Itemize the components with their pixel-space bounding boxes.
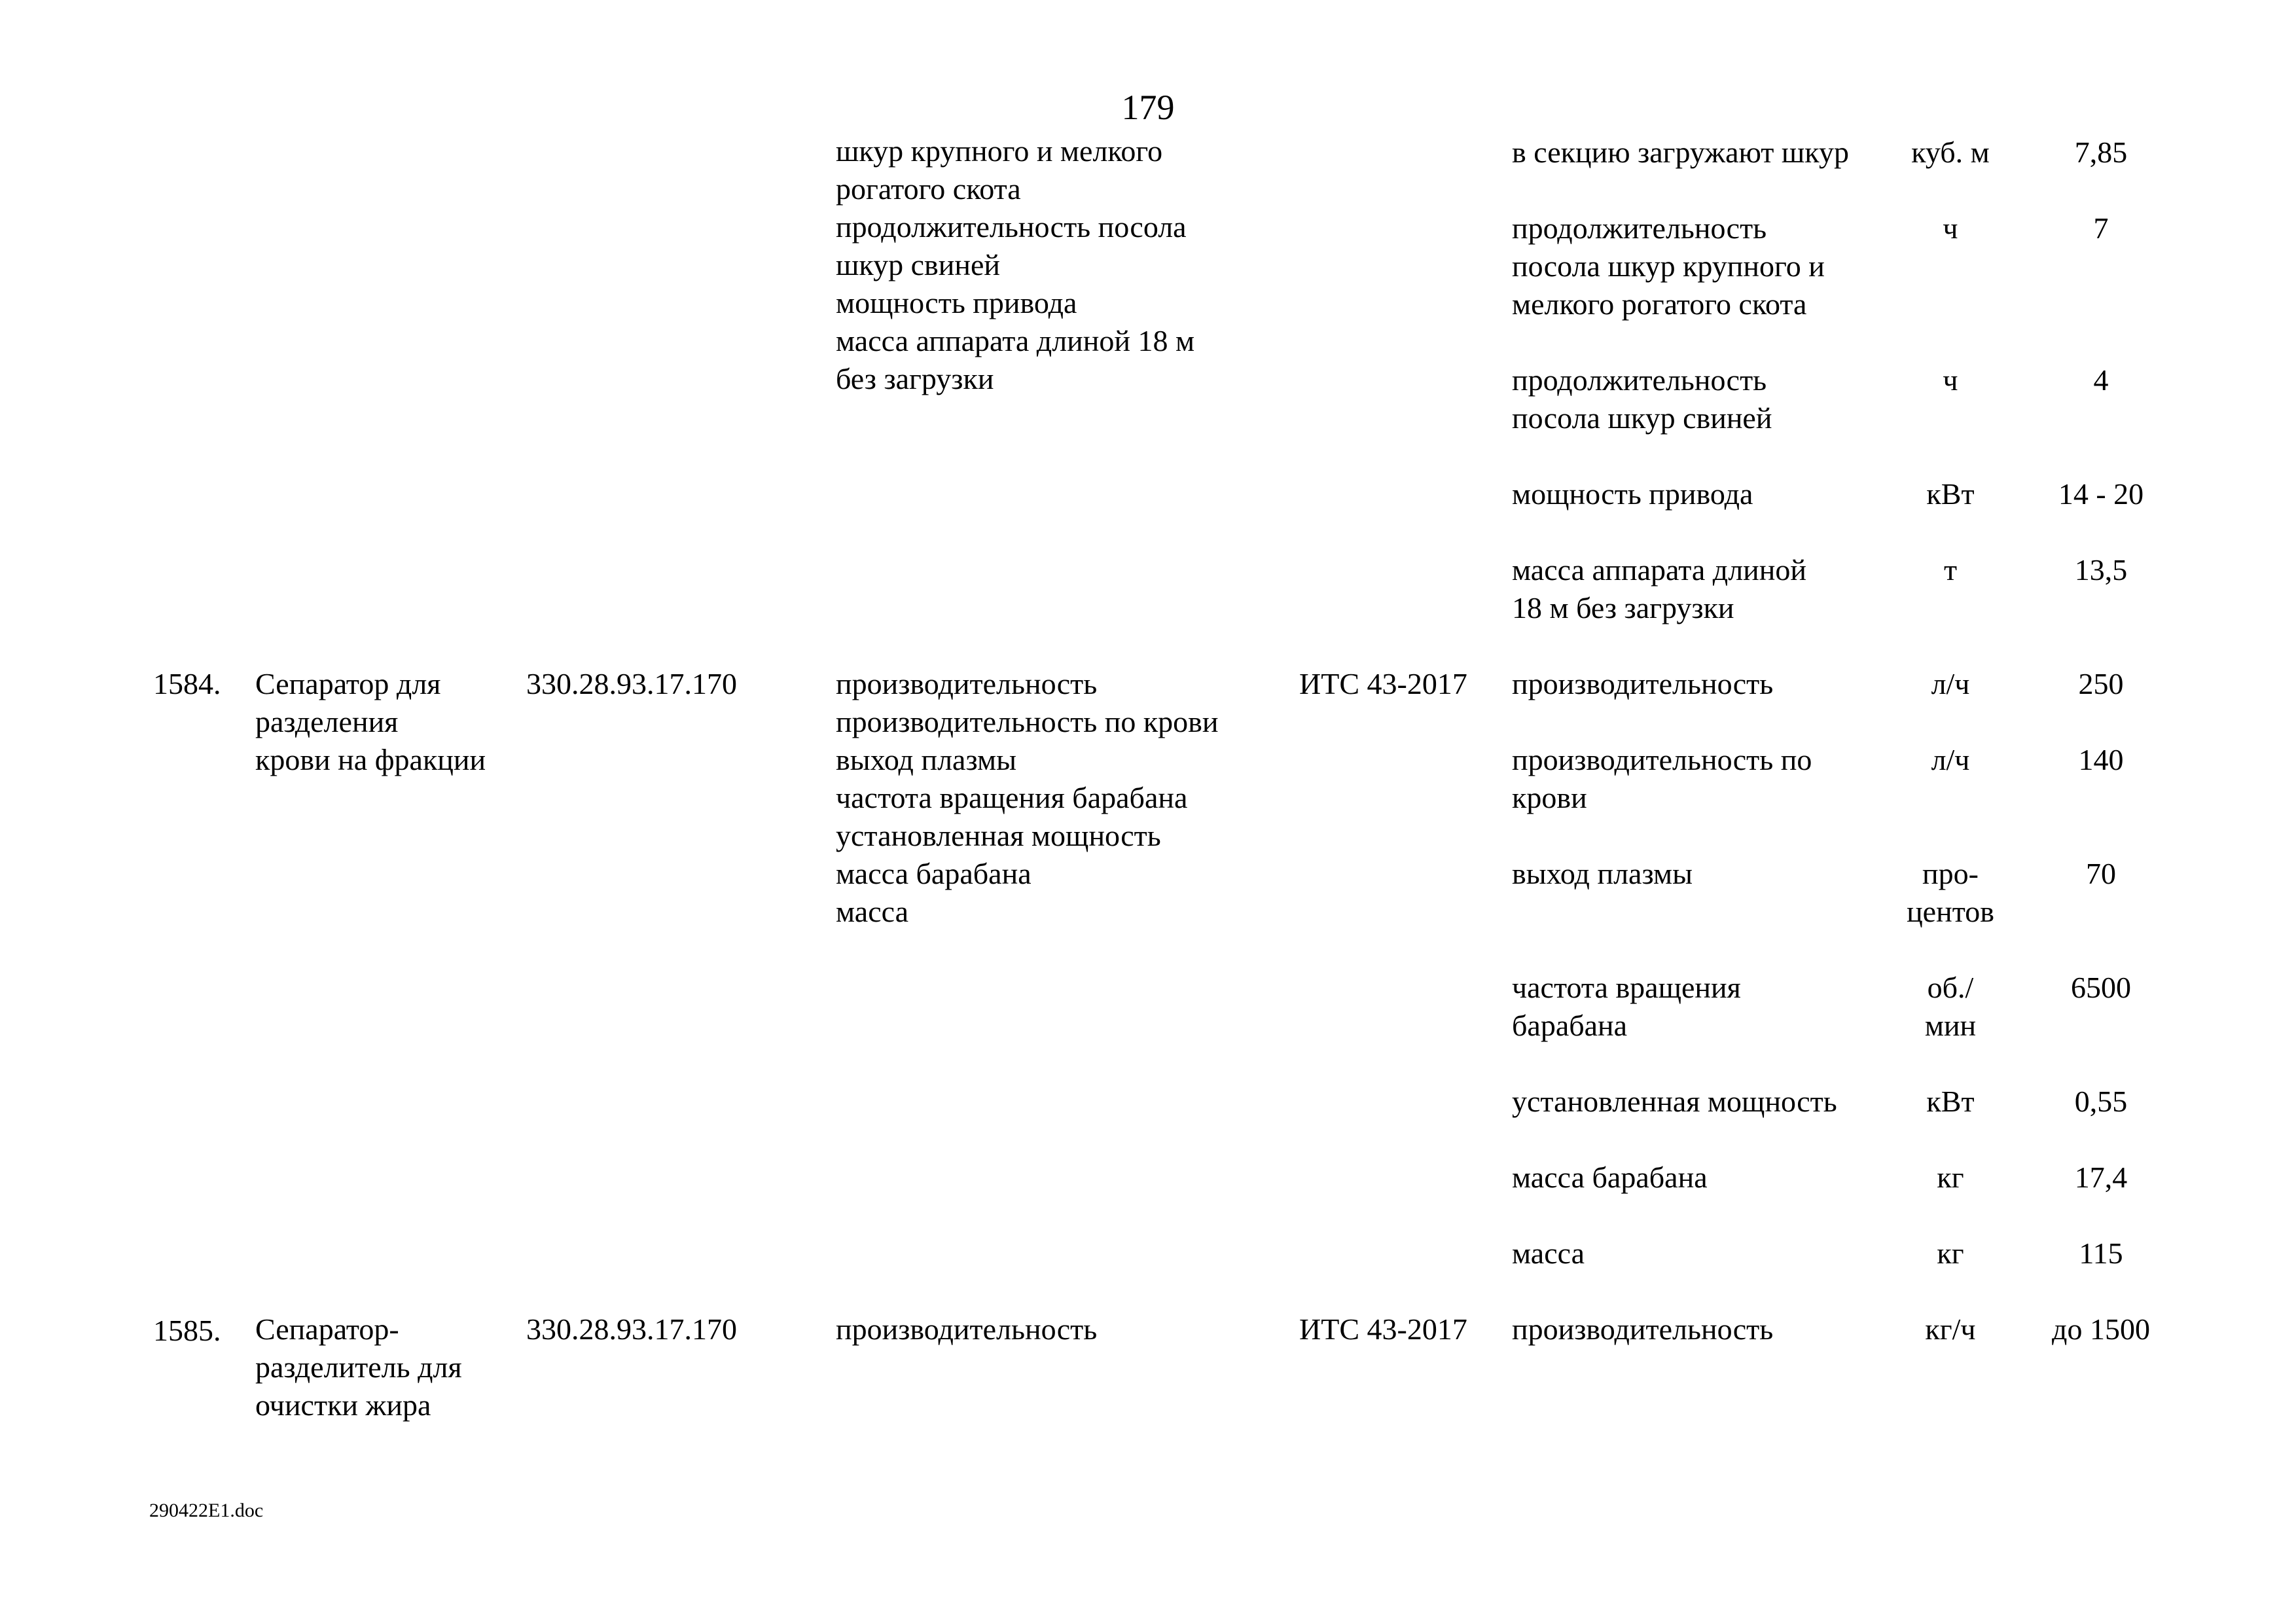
characteristic-line: шкур крупного и мелкого [836,134,1163,168]
param-name: посола шкур свиней [1512,401,1772,435]
characteristic-line: производительность [836,1312,1098,1346]
param-value: 250 [2078,667,2124,700]
characteristic-line: установленная мощность [836,819,1161,852]
equipment-name-line: Сепаратор для [255,667,441,700]
param-name: крови [1512,781,1587,814]
param-name: барабана [1512,1009,1628,1042]
row-number: 1585. [153,1314,221,1347]
param-name: установленная мощность [1512,1085,1837,1118]
param-name: масса барабана [1512,1161,1708,1194]
param-name: мелкого рогатого скота [1512,287,1807,321]
param-value: 13,5 [2074,553,2128,586]
param-name: производительность [1512,1312,1774,1346]
equipment-name-line: Сепаратор- [255,1312,399,1346]
param-unit: об./ [1927,971,1974,1004]
reference-document: ИТС 43-2017 [1299,1312,1467,1346]
param-value: 4 [2093,363,2109,397]
param-unit: л/ч [1931,743,1970,776]
param-unit: л/ч [1931,667,1970,700]
page-number: 179 [1121,88,1175,127]
characteristic-line: частота вращения барабана [836,781,1188,814]
param-name: мощность привода [1512,477,1753,511]
footer-filename: 290422E1.doc [149,1500,264,1521]
characteristic-line: мощность привода [836,286,1077,319]
param-unit: центов [1907,895,1994,928]
param-name: в секцию загружают шкур [1512,135,1849,169]
characteristic-line: рогатого скота [836,172,1021,206]
param-unit: ч [1943,363,1958,397]
param-value: 7,85 [2074,135,2128,169]
okpd-code: 330.28.93.17.170 [526,667,737,700]
param-value: 140 [2078,743,2124,776]
characteristic-line: производительность по крови [836,705,1219,738]
characteristic-line: масса барабана [836,857,1031,890]
param-value: 115 [2079,1236,2123,1270]
characteristic-line: масса аппарата длиной 18 м [836,324,1195,357]
param-unit: кг/ч [1925,1312,1976,1346]
reference-document: ИТС 43-2017 [1299,667,1467,700]
param-name: масса [1512,1236,1585,1270]
param-value: 6500 [2071,971,2131,1004]
param-name: выход плазмы [1512,857,1693,890]
equipment-name-line: разделитель для [255,1350,462,1384]
param-value: до 1500 [2052,1312,2150,1346]
param-name: 18 м без загрузки [1512,591,1734,624]
characteristic-line: выход плазмы [836,743,1016,776]
param-name: производительность по [1512,743,1812,776]
characteristic-line: продолжительность посола [836,210,1187,244]
row-number: 1584. [153,667,221,700]
equipment-name-line: очистки жира [255,1388,431,1422]
okpd-code: 330.28.93.17.170 [526,1312,737,1346]
equipment-name-line: разделения [255,705,399,738]
characteristic-line: без загрузки [836,362,994,395]
equipment-name-line: крови на фракции [255,743,486,776]
characteristic-line: масса [836,895,909,928]
param-unit: кВт [1926,1085,1975,1118]
param-unit: кг [1937,1236,1964,1270]
param-name: посола шкур крупного и [1512,249,1825,283]
param-unit: ч [1943,211,1958,245]
param-unit: мин [1924,1009,1977,1042]
param-name: продолжительность [1512,363,1767,397]
characteristic-line: производительность [836,667,1098,700]
param-name: продолжительность [1512,211,1767,245]
param-unit: кВт [1926,477,1975,511]
param-value: 14 - 20 [2058,477,2144,511]
param-value: 17,4 [2074,1161,2128,1194]
param-unit: кг [1937,1161,1964,1194]
param-unit: про- [1922,857,1979,890]
param-value: 70 [2086,857,2116,890]
param-value: 7 [2093,211,2109,245]
param-unit: куб. м [1911,135,1990,169]
param-value: 0,55 [2074,1085,2128,1118]
param-name: частота вращения [1512,971,1741,1004]
param-name: производительность [1512,667,1774,700]
param-unit: т [1943,553,1958,586]
characteristic-line: шкур свиней [836,248,1001,281]
param-name: масса аппарата длиной [1512,553,1807,586]
